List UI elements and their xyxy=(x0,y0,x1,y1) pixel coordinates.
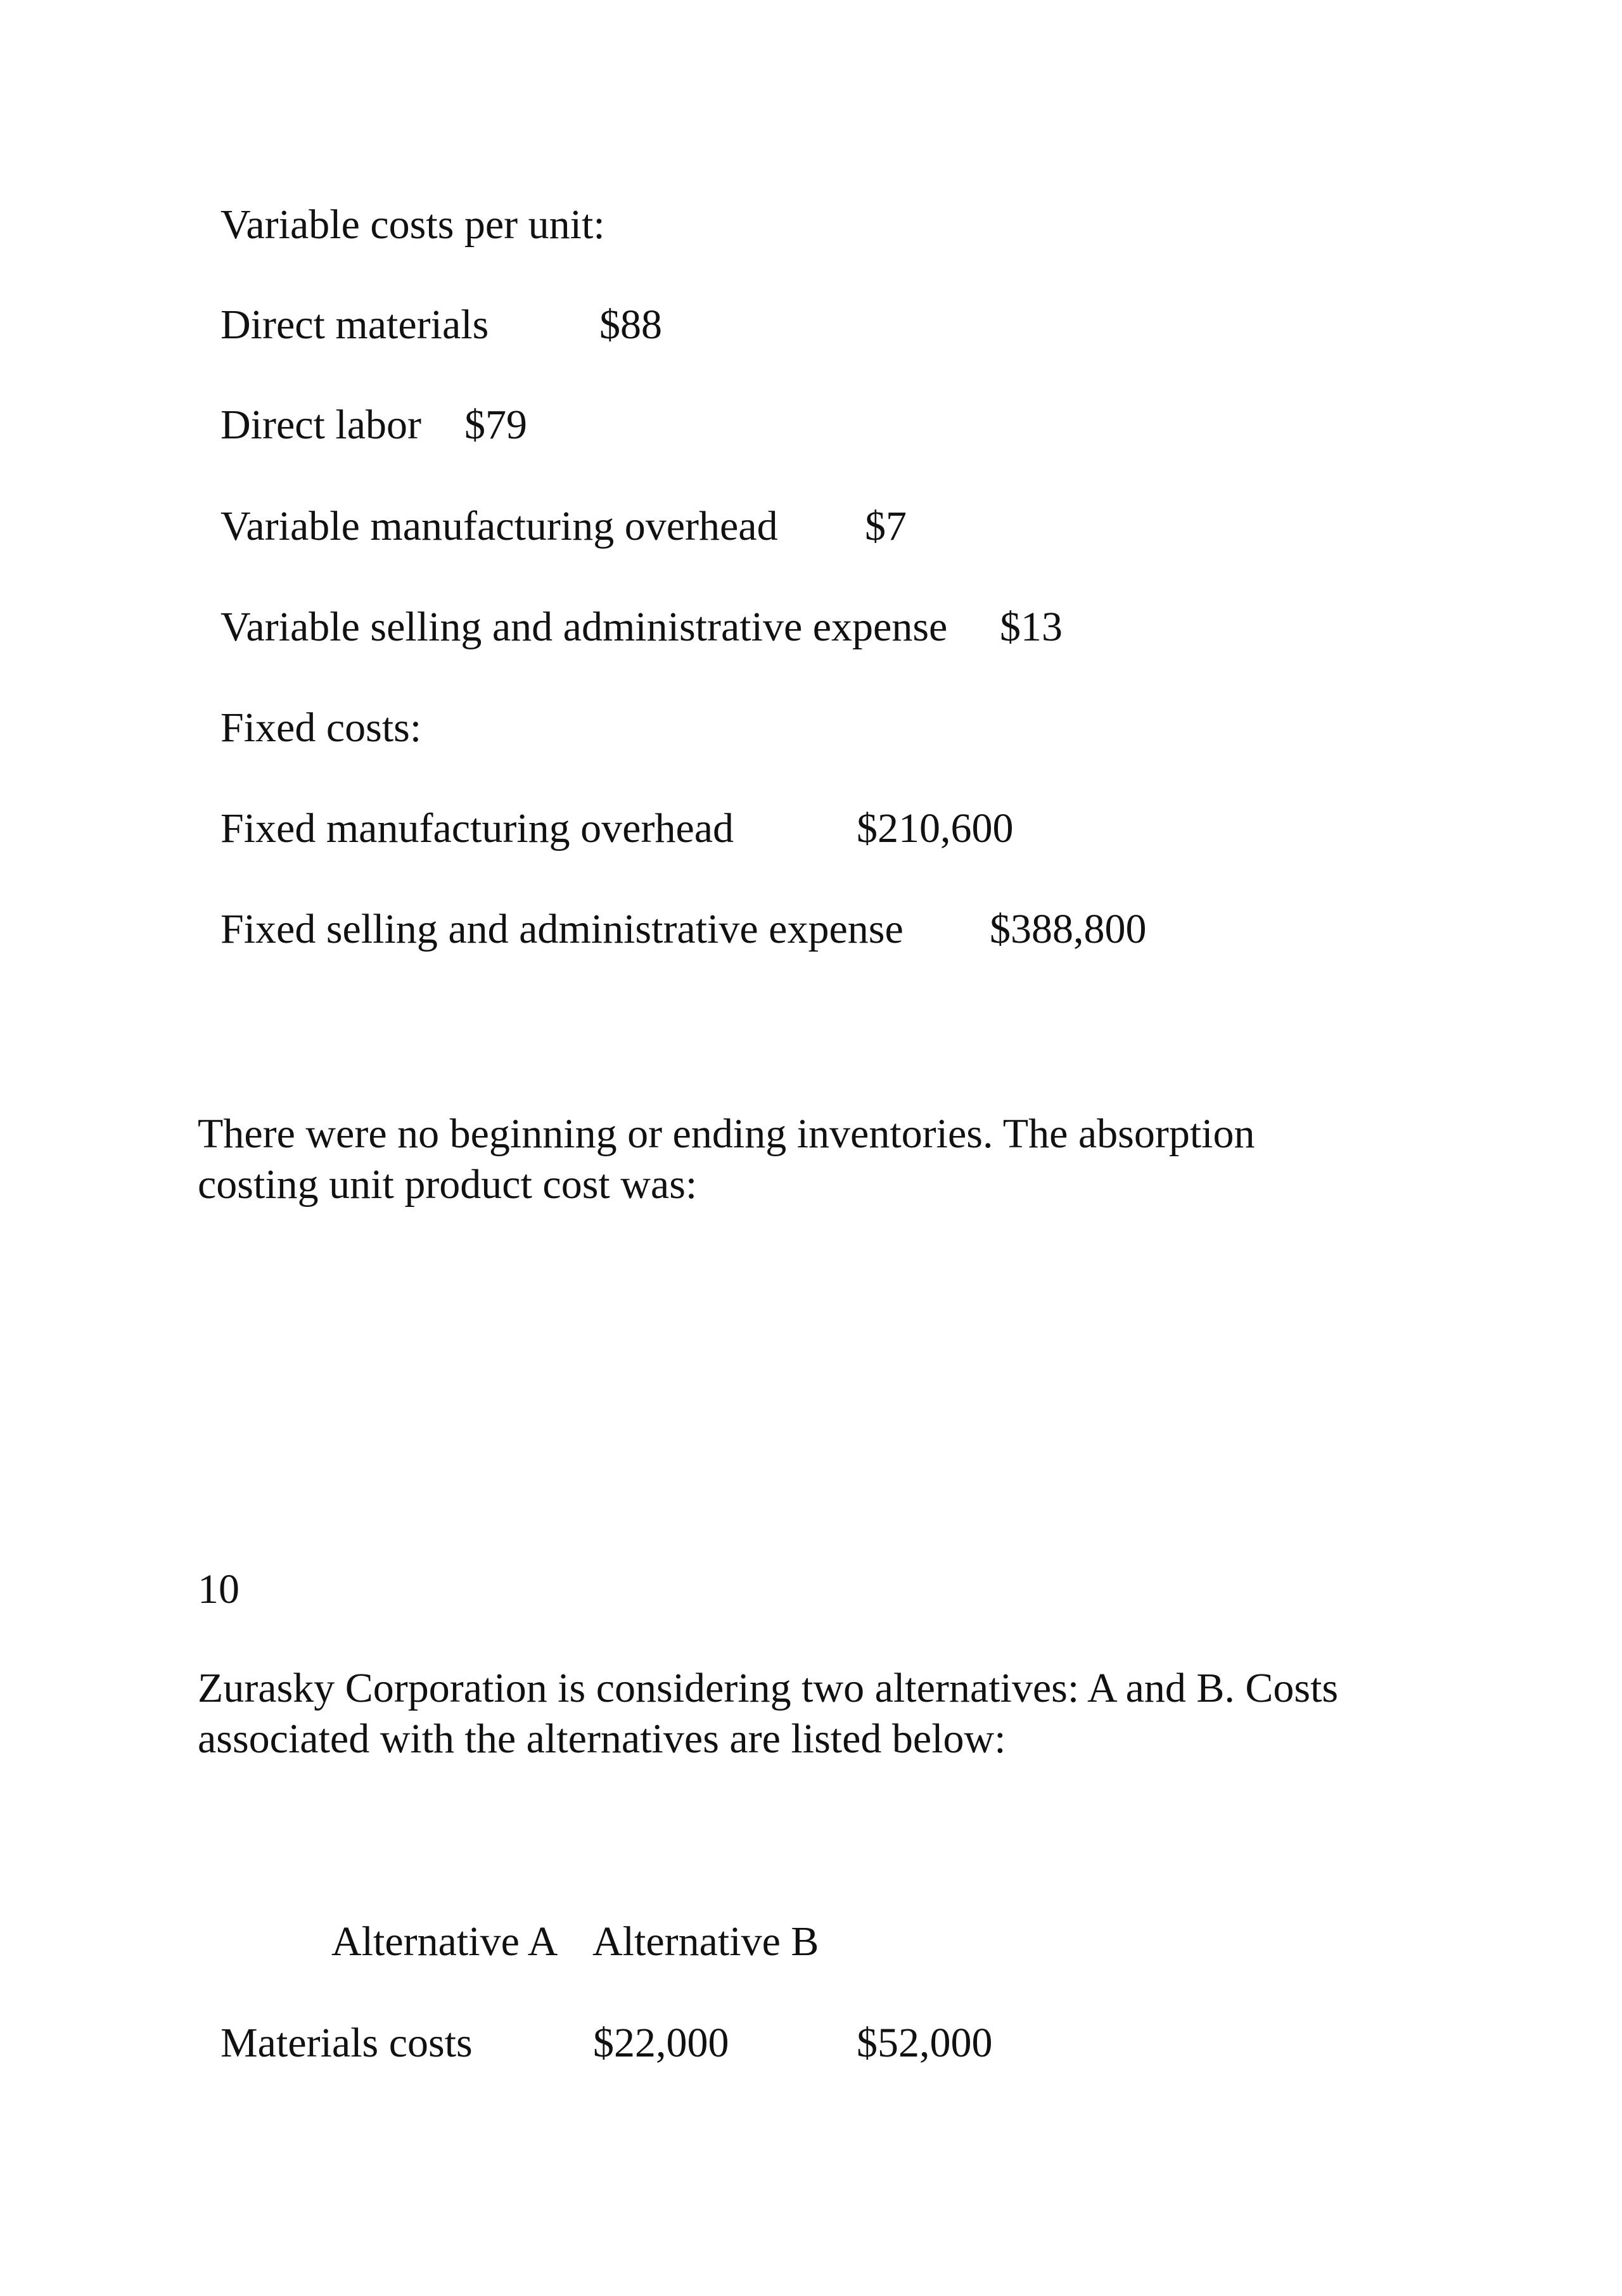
question-10-line-1: Zurasky Corporation is considering two alternatives: A and B. Costs xyxy=(198,1665,1339,1711)
direct-materials-label: Direct materials xyxy=(220,302,489,348)
question-10-text xyxy=(198,1663,1528,1764)
question-9-line-1: There were no beginning or ending inventories. The absorption xyxy=(198,1111,1255,1157)
column-header-alternative-a: Alternative A xyxy=(331,1918,558,1965)
column-header-alternative-b: Alternative B xyxy=(592,1918,819,1965)
table-cell-materials-alt-a: $22,000 xyxy=(593,2020,729,2066)
variable-mfg-overhead-value: $7 xyxy=(865,503,907,549)
variable-sga-value: $13 xyxy=(1000,604,1063,650)
question-10-number: 10 xyxy=(198,1566,239,1612)
fixed-costs-heading: Fixed costs: xyxy=(220,705,422,751)
fixed-mfg-overhead-value: $210,600 xyxy=(857,805,1014,851)
variable-sga-label: Variable selling and administrative expense xyxy=(220,604,948,650)
fixed-sga-label: Fixed selling and administrative expense xyxy=(220,906,904,952)
question-10-line-2: associated with the alternatives are listed below: xyxy=(198,1716,1006,1762)
fixed-mfg-overhead-label: Fixed manufacturing overhead xyxy=(220,805,734,851)
question-9-line-2: costing unit product cost was: xyxy=(198,1161,698,1208)
variable-costs-heading: Variable costs per unit: xyxy=(220,201,605,248)
direct-materials-value: $88 xyxy=(599,302,662,348)
table-cell-materials-alt-b: $52,000 xyxy=(857,2020,993,2066)
direct-labor-value: $79 xyxy=(464,402,527,448)
variable-mfg-overhead-label: Variable manufacturing overhead xyxy=(220,503,778,549)
question-9-text xyxy=(198,1109,1465,1210)
direct-labor-label: Direct labor xyxy=(220,402,422,448)
fixed-sga-value: $388,800 xyxy=(990,906,1147,952)
table-row-label-materials-costs: Materials costs xyxy=(220,2020,473,2066)
